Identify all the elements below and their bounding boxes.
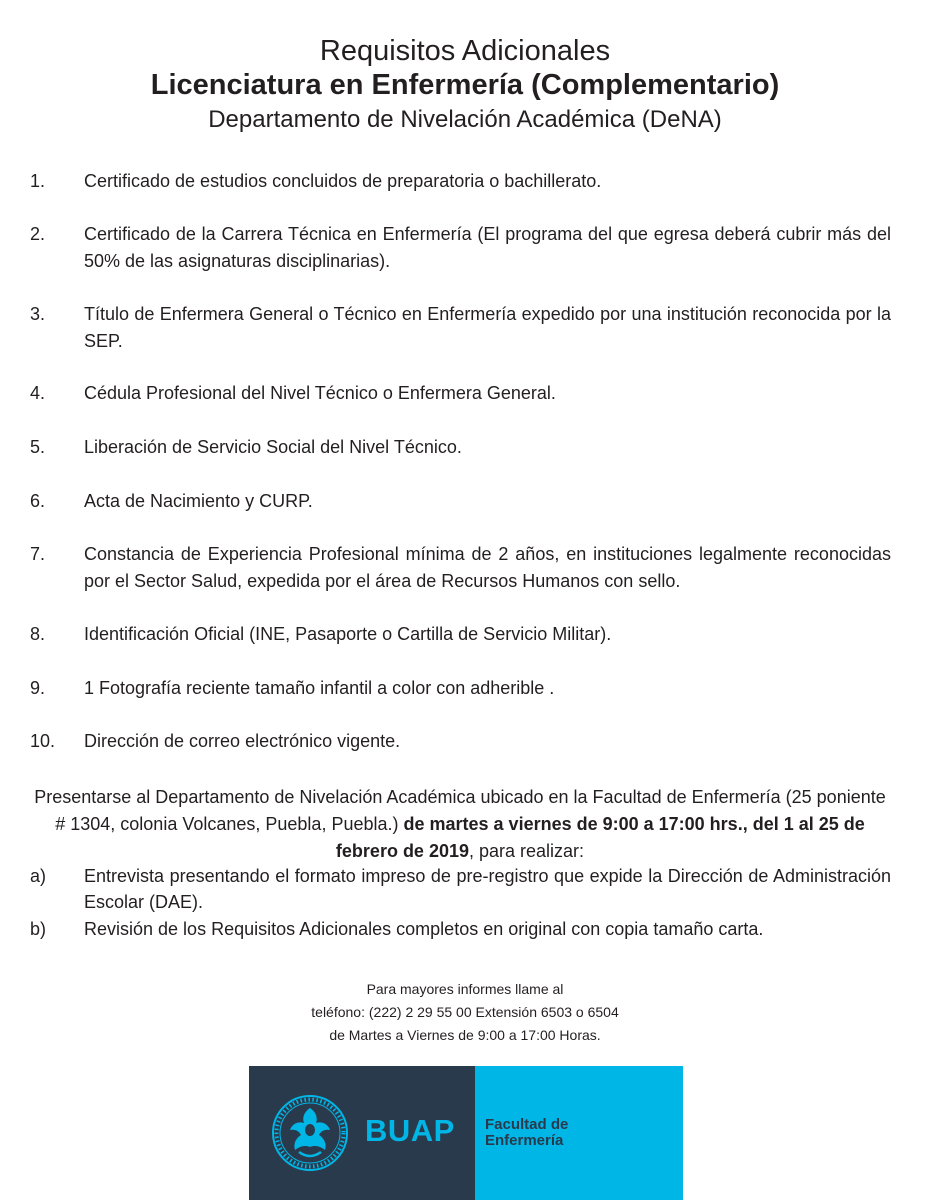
action-text: Revisión de los Requisitos Adicionales completos en original con copia tamaño carta. (84, 919, 764, 939)
presentation-paragraph (30, 784, 890, 865)
document-title: Requisitos Adicionales (319, 35, 611, 67)
faculty-name-line1: Facultad de (485, 1116, 569, 1133)
presentation-schedule: de martes a viernes de 9:00 a 17:00 hrs., del 1 al 25 de febrero de 2019 (335, 814, 865, 861)
item-text: 1 Fotografía reciente tamaño infantil a color con adherible . (84, 678, 555, 698)
item-text: Identificación Oficial (INE, Pasaporte o Cartilla de Servicio Militar). (84, 624, 612, 644)
contact-line: Para mayores informes llame al (366, 981, 564, 997)
item-number: 10. (30, 731, 56, 751)
item-number: 8. (30, 624, 46, 644)
item-text: Dirección de correo electrónico vigente. (84, 731, 401, 751)
item-number: 3. (30, 304, 46, 324)
item-number: 7. (30, 544, 46, 564)
item-number: 5. (30, 437, 46, 457)
item-number: 1. (30, 171, 46, 191)
university-seal-icon (271, 1094, 349, 1172)
action-letter: a) (30, 866, 47, 886)
item-text: Certificado de estudios concluidos de preparatoria o bachillerato. (84, 171, 602, 191)
item-number: 9. (30, 678, 46, 698)
item-text: Título de Enfermera General o Técnico en Enfermería expedido por una institución reconocida por la SEP. (84, 304, 891, 351)
item-number: 2. (30, 224, 46, 244)
item-number: 4. (30, 383, 46, 403)
action-text: Entrevista presentando el formato impreso de pre-registro que expide la Dirección de Administración Escolar (DAE). (84, 866, 891, 912)
faculty-panel (475, 1066, 683, 1200)
contact-phone: teléfono: (222) 2 29 55 00 Extensión 6503 o 6504 (311, 1004, 619, 1020)
item-number: 6. (30, 491, 46, 511)
presentation-intro: Presentarse al Departamento de Nivelación Académica ubicado en la Facultad de Enfermería (25 poniente # 1304, colonia Volcanes, Puebla, Puebla.) (34, 787, 886, 834)
item-text: Acta de Nacimiento y CURP. (84, 491, 313, 511)
contact-info (0, 978, 930, 1047)
department-title: Departamento de Nivelación Académica (DeNA) (208, 106, 722, 133)
document-header (0, 34, 930, 136)
faculty-name-line2: Enfermería (485, 1132, 564, 1149)
buap-wordmark: BUAP (365, 1113, 455, 1148)
item-text: Cédula Profesional del Nivel Técnico o Enfermera General. (84, 383, 556, 403)
buap-logo-panel (249, 1066, 475, 1200)
action-letter: b) (30, 919, 47, 939)
presentation-outro: , para realizar: (469, 841, 585, 861)
program-title: Licenciatura en Enfermería (Complementario) (150, 69, 780, 101)
item-text: Certificado de la Carrera Técnica en Enfermería (El programa del que egresa deberá cubrir más del 50% de las asignaturas disciplinarias). (84, 224, 891, 271)
faculty-name (485, 1117, 675, 1149)
contact-hours: de Martes a Viernes de 9:00 a 17:00 Horas. (329, 1027, 601, 1043)
footer-banner (249, 1066, 683, 1200)
item-text: Constancia de Experiencia Profesional mínima de 2 años, en instituciones legalmente reconocidas por el Sector Salud, expedida por el área de Recursos Humanos con sello. (84, 544, 891, 591)
item-text: Liberación de Servicio Social del Nivel Técnico. (84, 437, 462, 457)
